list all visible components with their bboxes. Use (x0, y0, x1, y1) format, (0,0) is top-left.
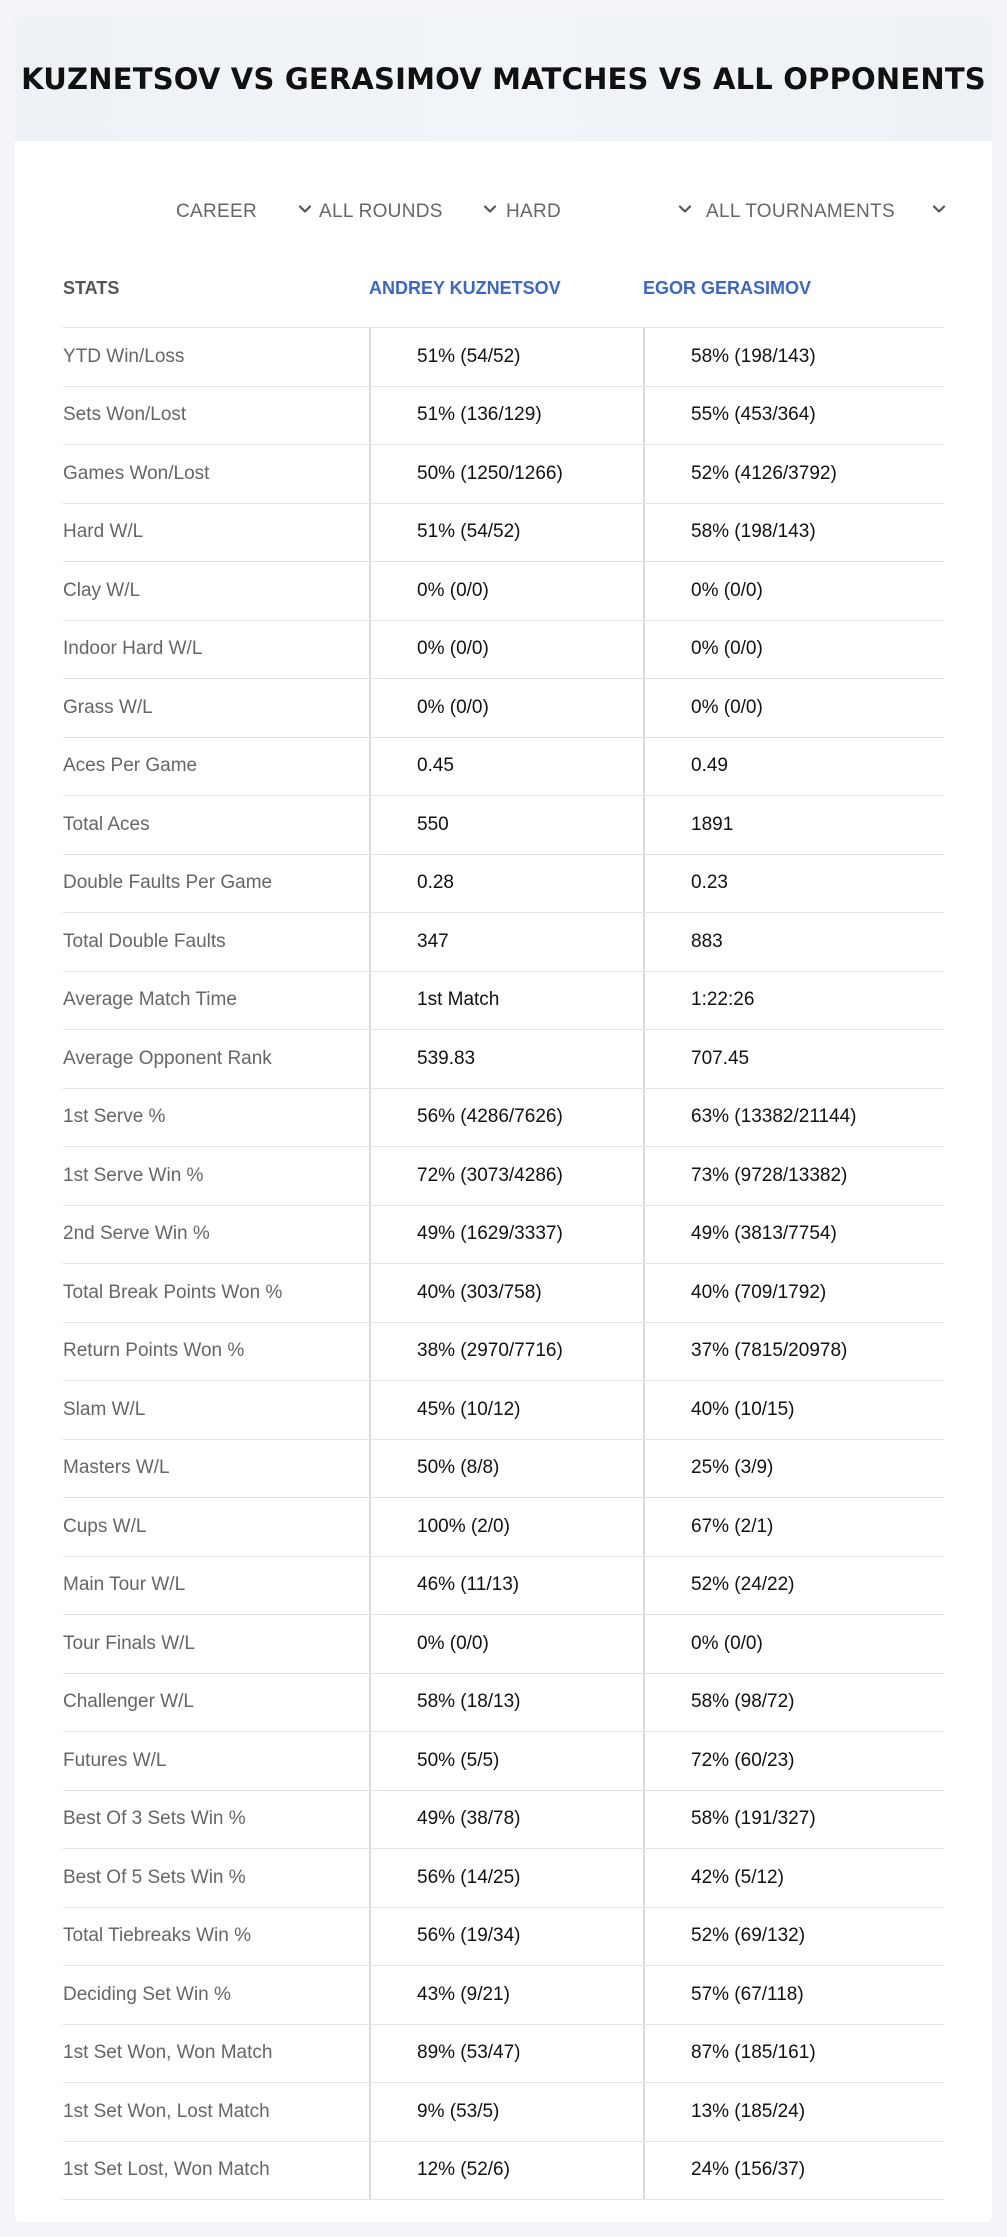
table-row (63, 1030, 944, 1089)
player1-value: 89% (53/47) (369, 2025, 643, 2083)
player2-value: 55% (453/364) (643, 387, 944, 445)
stat-label: Challenger W/L (63, 1691, 194, 1713)
player2-value: 57% (67/118) (643, 1966, 944, 2024)
player1-value: 46% (11/13) (369, 1557, 643, 1615)
stats-column-header: STATS (63, 278, 120, 298)
stat-label: Tour Finals W/L (63, 1632, 195, 1654)
table-row (63, 562, 944, 621)
table-row (63, 1381, 944, 1440)
player2-value: 24% (156/37) (643, 2142, 944, 2200)
player1-value: 0.45 (369, 738, 643, 796)
chevron-down-icon (296, 200, 314, 218)
player1-value: 12% (52/6) (369, 2142, 643, 2200)
table-row (63, 972, 944, 1031)
table-row (63, 1732, 944, 1791)
stat-label: Futures W/L (63, 1749, 167, 1771)
player2-value: 42% (5/12) (643, 1849, 944, 1907)
stat-label: Clay W/L (63, 579, 141, 601)
table-row (63, 1908, 944, 1967)
table-row (63, 679, 944, 738)
table-row (63, 1440, 944, 1499)
player2-value: 58% (191/327) (643, 1791, 944, 1849)
stats-card (15, 16, 992, 2222)
table-row (63, 2142, 944, 2201)
player2-value: 40% (10/15) (643, 1381, 944, 1439)
rounds-select-value: ALL ROUNDS (319, 201, 443, 222)
player2-value: 72% (60/23) (643, 1732, 944, 1790)
player2-value: 0% (0/0) (643, 621, 944, 679)
table-row (63, 1615, 944, 1674)
player1-value: 51% (54/52) (369, 328, 643, 386)
player2-value: 13% (185/24) (643, 2083, 944, 2141)
stat-label: 1st Set Won, Won Match (63, 2042, 273, 2064)
chevron-down-icon (930, 200, 948, 218)
player1-value: 100% (2/0) (369, 1498, 643, 1556)
tournaments-select[interactable] (706, 190, 951, 234)
stat-label: Total Tiebreaks Win % (63, 1925, 251, 1947)
stat-label: 1st Set Lost, Won Match (63, 2159, 270, 2181)
player1-value: 539.83 (369, 1030, 643, 1088)
stat-label: Main Tour W/L (63, 1574, 186, 1596)
period-select[interactable] (176, 190, 316, 234)
stat-label: Double Faults Per Game (63, 872, 273, 894)
surface-select-value: HARD (506, 201, 562, 222)
player1-value: 56% (19/34) (369, 1908, 643, 1966)
table-row (63, 1791, 944, 1850)
stat-label: Best Of 5 Sets Win % (63, 1866, 246, 1888)
player2-value: 58% (198/143) (643, 328, 944, 386)
stat-label: Best Of 3 Sets Win % (63, 1808, 246, 1830)
player2-value: 52% (69/132) (643, 1908, 944, 1966)
player2-value: 0.49 (643, 738, 944, 796)
stat-label: 1st Set Won, Lost Match (63, 2100, 270, 2122)
player2-value: 63% (13382/21144) (643, 1089, 944, 1147)
player2-value: 0.23 (643, 855, 944, 913)
player1-value: 56% (14/25) (369, 1849, 643, 1907)
player2-value: 73% (9728/13382) (643, 1147, 944, 1205)
player1-value: 49% (38/78) (369, 1791, 643, 1849)
player1-value: 347 (369, 913, 643, 971)
table-row (63, 796, 944, 855)
stat-label: Deciding Set Win % (63, 1983, 231, 2005)
table-header (63, 250, 944, 328)
chevron-down-icon (676, 200, 694, 218)
player1-value: 50% (8/8) (369, 1440, 643, 1498)
player2-value: 58% (198/143) (643, 504, 944, 562)
stat-label: 1st Serve % (63, 1106, 166, 1128)
player2-value: 49% (3813/7754) (643, 1206, 944, 1264)
table-row (63, 1206, 944, 1265)
rounds-select[interactable] (319, 190, 499, 234)
table-row (63, 855, 944, 914)
period-select-value: CAREER (176, 201, 257, 222)
stat-label: Hard W/L (63, 521, 144, 543)
player2-value: 40% (709/1792) (643, 1264, 944, 1322)
player1-value: 38% (2970/7716) (369, 1323, 643, 1381)
tournaments-select-value: ALL TOURNAMENTS (706, 201, 895, 222)
player1-value: 51% (54/52) (369, 504, 643, 562)
filter-bar (15, 190, 992, 234)
page-title: KUZNETSOV VS GERASIMOV MATCHES VS ALL OPPONENTS (21, 61, 986, 96)
player1-value: 56% (4286/7626) (369, 1089, 643, 1147)
player1-value: 51% (136/129) (369, 387, 643, 445)
player1-value: 49% (1629/3337) (369, 1206, 643, 1264)
player2-value: 707.45 (643, 1030, 944, 1088)
stat-label: Cups W/L (63, 1515, 147, 1537)
stat-label: Average Opponent Rank (63, 1047, 272, 1069)
stat-label: Sets Won/Lost (63, 404, 187, 426)
table-row (63, 1323, 944, 1382)
player1-value: 550 (369, 796, 643, 854)
stat-label: Return Points Won % (63, 1340, 245, 1362)
player1-value: 40% (303/758) (369, 1264, 643, 1322)
table-row (63, 2025, 944, 2084)
stat-label: 1st Serve Win % (63, 1164, 204, 1186)
table-row (63, 387, 944, 446)
table-row (63, 445, 944, 504)
table-row (63, 1147, 944, 1206)
stats-table (63, 250, 944, 2200)
header (15, 16, 992, 141)
table-row (63, 1089, 944, 1148)
table-row (63, 328, 944, 387)
player1-value: 0% (0/0) (369, 562, 643, 620)
table-row (63, 504, 944, 563)
player1-value: 9% (53/5) (369, 2083, 643, 2141)
stat-label: YTD Win/Loss (63, 345, 185, 367)
stat-label: Total Double Faults (63, 930, 226, 952)
table-row (63, 738, 944, 797)
player2-value: 0% (0/0) (643, 679, 944, 737)
table-row (63, 1966, 944, 2025)
stat-label: Indoor Hard W/L (63, 638, 203, 660)
stat-label: Grass W/L (63, 696, 153, 718)
stat-label: 2nd Serve Win % (63, 1223, 210, 1245)
player2-value: 58% (98/72) (643, 1674, 944, 1732)
table-row (63, 1557, 944, 1616)
stat-label: Total Break Points Won % (63, 1281, 283, 1303)
player1-value: 43% (9/21) (369, 1966, 643, 2024)
player2-value: 25% (3/9) (643, 1440, 944, 1498)
table-row (63, 1674, 944, 1733)
stat-label: Masters W/L (63, 1457, 170, 1479)
stat-label: Slam W/L (63, 1398, 146, 1420)
table-row (63, 2083, 944, 2142)
stat-label: Games Won/Lost (63, 462, 210, 484)
player2-value: 0% (0/0) (643, 1615, 944, 1673)
stat-label: Total Aces (63, 813, 150, 835)
player1-value: 58% (18/13) (369, 1674, 643, 1732)
player1-value: 50% (5/5) (369, 1732, 643, 1790)
player2-value: 883 (643, 913, 944, 971)
player2-value: 52% (24/22) (643, 1557, 944, 1615)
player2-value: 1891 (643, 796, 944, 854)
player2-value: 87% (185/161) (643, 2025, 944, 2083)
player1-value: 0% (0/0) (369, 621, 643, 679)
player2-value: 67% (2/1) (643, 1498, 944, 1556)
player2-value: 1:22:26 (643, 972, 944, 1030)
player1-value: 0% (0/0) (369, 1615, 643, 1673)
table-row (63, 621, 944, 680)
stat-label: Aces Per Game (63, 755, 198, 777)
table-row (63, 1849, 944, 1908)
player2-value: 37% (7815/20978) (643, 1323, 944, 1381)
player1-value: 1st Match (369, 972, 643, 1030)
player1-value: 72% (3073/4286) (369, 1147, 643, 1205)
player2-value: 52% (4126/3792) (643, 445, 944, 503)
table-row (63, 1498, 944, 1557)
player1-value: 0.28 (369, 855, 643, 913)
table-body (63, 328, 944, 2200)
player1-value: 50% (1250/1266) (369, 445, 643, 503)
table-row (63, 913, 944, 972)
player2-link[interactable]: EGOR GERASIMOV (643, 278, 812, 298)
chevron-down-icon (481, 200, 499, 218)
player1-link[interactable]: ANDREY KUZNETSOV (369, 278, 561, 298)
stat-label: Average Match Time (63, 989, 237, 1011)
table-row (63, 1264, 944, 1323)
player2-value: 0% (0/0) (643, 562, 944, 620)
player1-value: 0% (0/0) (369, 679, 643, 737)
player1-value: 45% (10/12) (369, 1381, 643, 1439)
surface-select[interactable] (506, 190, 696, 234)
